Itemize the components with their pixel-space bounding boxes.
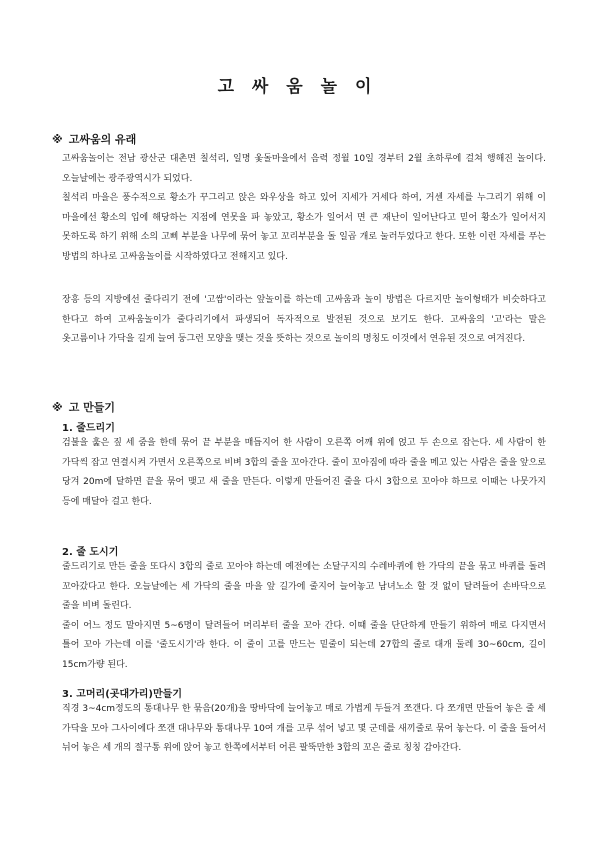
reference-mark-icon: ※: [52, 401, 63, 414]
section-heading-text: 고 만들기: [68, 401, 116, 414]
step-heading: 1. 줄드리기: [62, 423, 115, 434]
reference-mark-icon: ※: [52, 133, 63, 146]
section-heading-making: [52, 399, 115, 415]
page-title: 고 싸 움 놀 이: [217, 77, 378, 97]
step-heading: 3. 고머리(곳대가리)만들기: [62, 689, 182, 700]
step-text-block: [62, 558, 546, 675]
origin-text-block: [62, 150, 546, 267]
paragraph: 직경 3~4cm정도의 통대나무 한 묶음(20개)을 땅바닥에 늘어놓고 매로 가볍게 두들겨 쪼갠다. 다 쪼개면 만들어 놓은 줄 세 가닥을 모아 그사이에다 쪼갠 대나무와 통대나무 10여 개를 고루 섞어 넣고 몇 군데를 새끼줄로 묶어 놓는다. 이 줄을 들어서 뉘어 놓은 세 개의 절구통 위에 앉어 놓고 한쪽에서부터 어른 팔뚝만한 3합의 꼬은 줄로 칭칭 감아간다.: [62, 704, 546, 753]
paragraph: 칠석리 마을은 풍수적으로 황소가 꾸그리고 앉은 와우상을 하고 있어 지세가 거세다 하여, 거센 자세를 누그리기 위해 이 마을에선 황소의 입에 해당하는 지점에 연못을 파 놓았고, 황소가 일어서 면 큰 재난이 일어난다고 믿어 황소가 일어서지 못하도록 하기 위해 소의 고삐 부분을 나무에 묶어 놓고 꼬리부분을 돌 일곱 개로 눌러두었다고 한다. 또한 이런 자세를 푸는 방법의 하나로 고싸움놀이를 시작하였다고 전해지고 있다.: [62, 193, 546, 262]
paragraph: 줄드리기로 만든 줄을 또다시 3합의 줄로 꼬아야 하는데 예전에는 소달구지의 수레바퀴에 한 가닥의 끝을 묶고 바퀴를 돌려 꼬아갔다고 한다. 오늘날에는 세 가닥의 줄을 마을 앞 길가에 줄지어 늘어놓고 남녀노소 할 것 없이 달려들어 손바닥으로 줄을 비벼 돌린다.: [62, 562, 546, 611]
paragraph: 줄이 어느 정도 말아지면 5~6명이 달려들어 머리부터 줄을 꼬아 간다. 이때 줄을 단단하게 만들기 위하여 매로 다지면서 틀어 꼬아 가는데 이를 '줄도시기'라 한다. 이 줄이 고를 만드는 밑줄이 되는데 27합의 줄로 대개 둘레 30~60cm, 길이 15cm가량 된다.: [62, 620, 546, 670]
step-heading: 2. 줄 도시기: [62, 547, 119, 558]
step-text-block: [62, 434, 546, 512]
paragraph: 검불을 훑은 짚 세 줌을 한데 묶어 끝 부분을 매듭지어 한 사람이 오른쪽 어깨 위에 얹고 두 손으로 잡는다. 세 사람이 한 가닥씩 잡고 연결시켜 가면서 오른쪽으로 비벼 3합의 줄을 꼬아간다. 줄이 꼬아짐에 따라 줄을 메고 있는 사람은 줄을 앞으로 당겨 20m에 달하면 끝을 묶어 맺고 새 줄을 만든다. 이렇게 만들어진 줄을 다시 3합으로 꼬아야 하므로 이때는 나뭇가지 등에 매달아 걸고 한다.: [62, 438, 546, 507]
step-text-block: [62, 700, 546, 759]
section-heading-text: 고싸움의 유래: [68, 133, 137, 146]
origin-text-block-2: [62, 291, 546, 350]
paragraph: 장흥 등의 지방에선 줄다리기 전에 '고쌈'이라는 앞놀이를 하는데 고싸움과 놀이 방법은 다르지만 놀이형태가 비슷하다고 한다고 하여 고싸움놀이가 줄다리기에서 파생되어 독자적으로 발전된 것으로 보기도 한다. 고싸움의 '고'라는 말은 옷고름이나 가닥을 길게 늘여 둥그런 모양을 맺는 것을 뜻하는 것으로 놀이의 명칭도 이것에서 연유된 것으로 여겨진다.: [62, 295, 546, 344]
section-heading-origin: [52, 131, 136, 147]
paragraph: 고싸움놀이는 전남 광산군 대촌면 칠석리, 일명 옻돌마을에서 음력 정월 10일 경부터 2월 초하루에 걸쳐 행해진 놀이다. 오늘날에는 광주광역시가 되었다.: [62, 154, 546, 184]
